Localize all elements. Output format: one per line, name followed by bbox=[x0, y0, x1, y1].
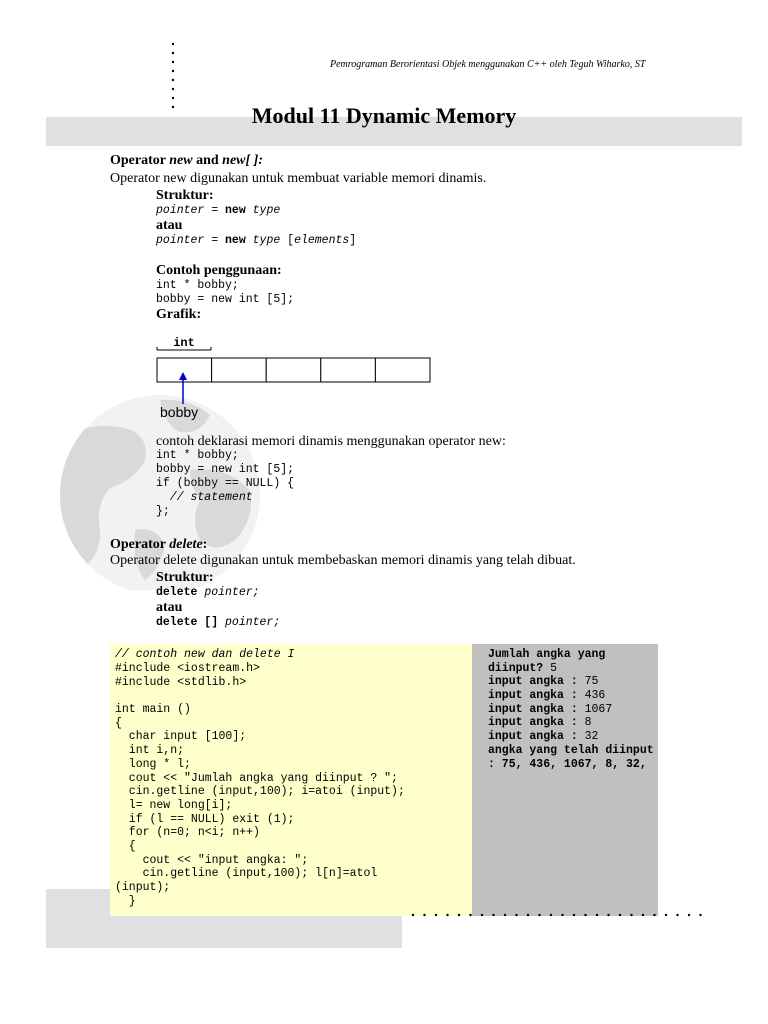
new-struktur-syntax-2: pointer = new type [elements] bbox=[156, 234, 357, 247]
dot bbox=[642, 914, 644, 916]
delete-syntax-2: delete [] pointer; bbox=[156, 616, 281, 629]
bobby-pointer-label: bobby bbox=[160, 404, 199, 420]
deklarasi-code-5: }; bbox=[156, 505, 170, 518]
output-prompt-2: diinput? 5 bbox=[488, 662, 558, 675]
vertical-dots-decoration bbox=[171, 41, 175, 111]
output-input-4: input angka : 8 bbox=[488, 716, 592, 729]
code-line: { bbox=[115, 716, 122, 730]
output-result-1: angka yang telah diinput bbox=[488, 744, 654, 757]
dot bbox=[607, 914, 609, 916]
code-line: } bbox=[115, 894, 136, 908]
code-line: for (n=0; n<i; n++) bbox=[115, 826, 260, 840]
delete-description: Operator delete digunakan untuk membebaskan memori dinamis yang telah dibuat. bbox=[110, 553, 576, 568]
code-line: (input); bbox=[115, 881, 171, 894]
contoh-code-1: int * bobby; bbox=[156, 279, 239, 292]
code-line: int i,n; bbox=[115, 744, 185, 758]
dot bbox=[699, 914, 701, 916]
grafik-label: Grafik: bbox=[156, 307, 202, 322]
dot bbox=[458, 914, 460, 916]
dot bbox=[504, 914, 506, 916]
dot bbox=[573, 914, 575, 916]
dot bbox=[550, 914, 552, 916]
dot bbox=[630, 914, 632, 916]
code-line: long * l; bbox=[115, 757, 191, 771]
output-prompt-1: Jumlah angka yang bbox=[488, 648, 606, 661]
memory-cell-4 bbox=[375, 358, 430, 382]
new-heading: Operator new and new[ ]: bbox=[110, 153, 263, 168]
code-line: cin.getline (input,100); l[n]=atol bbox=[115, 867, 378, 881]
code-line: if (l == NULL) exit (1); bbox=[115, 812, 295, 826]
deklarasi-code-1: int * bobby; bbox=[156, 449, 239, 462]
deklarasi-text: contoh deklarasi memori dinamis menggunakan operator new: bbox=[156, 434, 506, 449]
dot bbox=[688, 914, 690, 916]
output-input-3: input angka : 1067 bbox=[488, 703, 613, 716]
dot bbox=[561, 914, 563, 916]
page-title: Modul 11 Dynamic Memory bbox=[251, 103, 517, 128]
output-input-5: input angka : 32 bbox=[488, 730, 599, 743]
deklarasi-code-4: // statement bbox=[156, 491, 253, 504]
output-input-1: input angka : 75 bbox=[488, 675, 599, 688]
memory-cells bbox=[157, 358, 430, 382]
code-line: cin.getline (input,100); i=atoi (input); bbox=[115, 785, 405, 799]
new-atau-label: atau bbox=[156, 218, 183, 233]
memory-cell-1 bbox=[212, 358, 267, 382]
dot bbox=[423, 914, 425, 916]
contoh-code-2: bobby = new int [5]; bbox=[156, 293, 295, 306]
dot bbox=[481, 914, 483, 916]
dot bbox=[446, 914, 448, 916]
dot bbox=[596, 914, 598, 916]
output-result-2: : 75, 436, 1067, 8, 32, bbox=[488, 758, 647, 771]
deklarasi-code-3: if (bobby == NULL) { bbox=[156, 477, 295, 490]
code-lines bbox=[115, 662, 405, 908]
dot bbox=[435, 914, 437, 916]
dot bbox=[492, 914, 494, 916]
horizontal-dots-decoration bbox=[410, 912, 710, 918]
dot bbox=[653, 914, 655, 916]
delete-syntax-1: delete pointer; bbox=[156, 586, 260, 599]
delete-struktur-label: Struktur: bbox=[156, 570, 214, 585]
memory-diagram bbox=[150, 332, 450, 427]
code-line: { bbox=[115, 839, 136, 853]
delete-atau-label: atau bbox=[156, 600, 183, 615]
code-comment: // contoh new dan delete I bbox=[115, 648, 295, 661]
dot bbox=[676, 914, 678, 916]
dot bbox=[469, 914, 471, 916]
code-line: #include <iostream.h> bbox=[115, 662, 260, 675]
dot bbox=[538, 914, 540, 916]
code-line: #include <stdlib.h> bbox=[115, 675, 247, 689]
deklarasi-code-2: bobby = new int [5]; bbox=[156, 463, 295, 476]
memory-cell-2 bbox=[266, 358, 321, 382]
code-line bbox=[115, 689, 405, 703]
page-header: Pemrograman Berorientasi Objek menggunakan C++ oleh Teguh Wiharko, ST bbox=[330, 59, 646, 70]
code-line: int main () bbox=[115, 703, 191, 717]
code-line: l= new long[i]; bbox=[115, 798, 233, 812]
dot bbox=[527, 914, 529, 916]
dot bbox=[412, 914, 414, 916]
dot bbox=[515, 914, 517, 916]
delete-heading: Operator delete: bbox=[110, 537, 208, 552]
dot bbox=[665, 914, 667, 916]
code-line: cout << "input angka: "; bbox=[115, 853, 309, 867]
int-type-label: int bbox=[173, 336, 195, 350]
new-struktur-syntax-1: pointer = new type bbox=[156, 204, 281, 217]
code-line: cout << "Jumlah angka yang diinput ? "; bbox=[115, 771, 398, 785]
dot bbox=[584, 914, 586, 916]
code-line: char input [100]; bbox=[115, 730, 247, 744]
dot bbox=[619, 914, 621, 916]
contoh-label: Contoh penggunaan: bbox=[156, 263, 282, 278]
new-struktur-label: Struktur: bbox=[156, 188, 214, 203]
memory-cell-3 bbox=[321, 358, 376, 382]
output-input-2: input angka : 436 bbox=[488, 689, 606, 702]
new-description: Operator new digunakan untuk membuat variable memori dinamis. bbox=[110, 171, 487, 186]
